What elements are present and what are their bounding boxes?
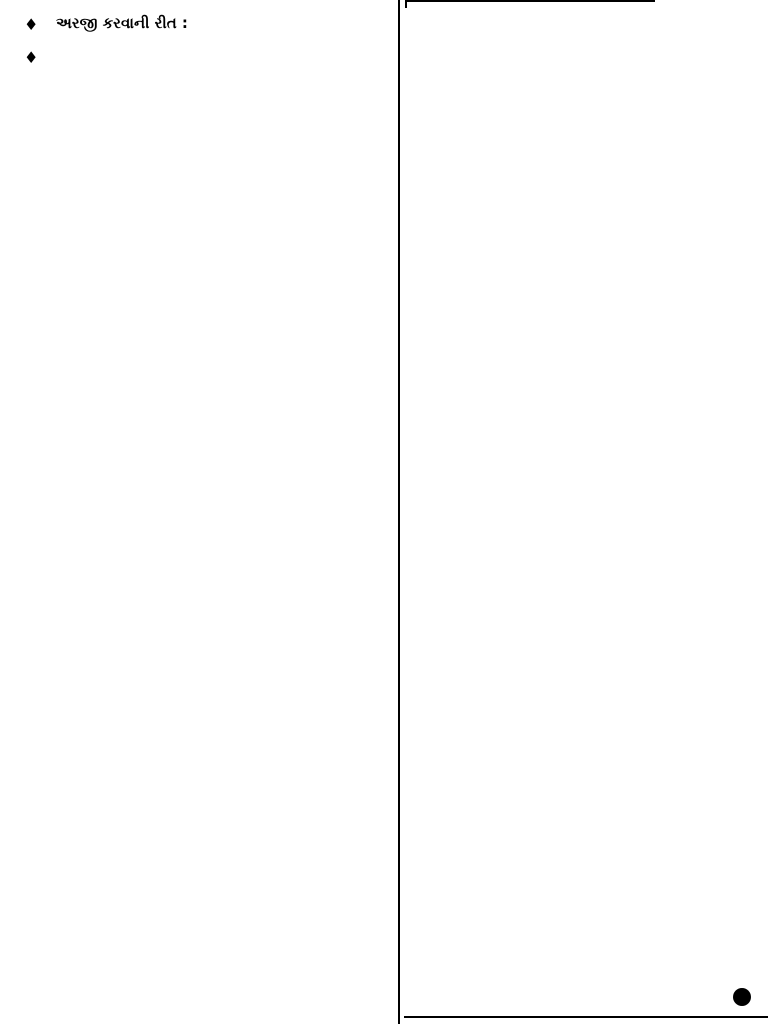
diamond-bullet-icon: ♦ (24, 15, 39, 34)
bottom-border (404, 1016, 768, 1018)
diamond-bullet-icon: ♦ (24, 48, 39, 67)
right-column-body (424, 20, 768, 1005)
section-heading: અરજી કરવાની રીત : (56, 14, 188, 32)
end-of-article-dot-icon (733, 988, 751, 1006)
left-column-body (56, 46, 390, 990)
right-column (398, 0, 768, 1024)
